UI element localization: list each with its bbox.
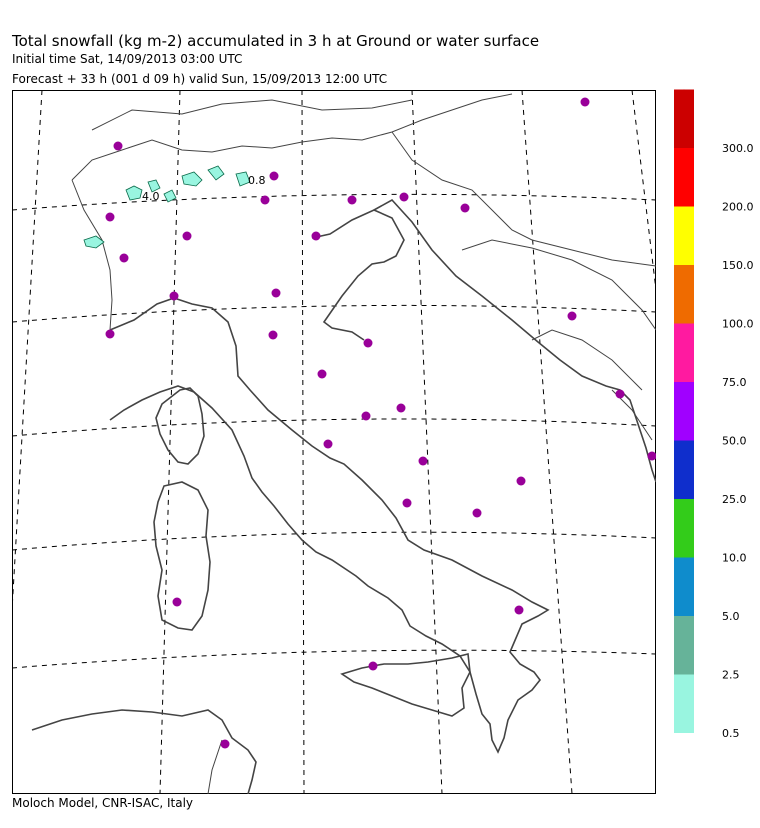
station-dot bbox=[473, 509, 482, 518]
station-dot bbox=[312, 232, 321, 241]
station-dot bbox=[114, 142, 123, 151]
legend-level-label: 50.0 bbox=[722, 434, 747, 448]
station-dot bbox=[324, 440, 333, 449]
model-credit: Moloch Model, CNR-ISAC, Italy bbox=[12, 796, 194, 810]
station-dot bbox=[419, 457, 428, 466]
legend-swatch bbox=[674, 207, 694, 266]
station-dot bbox=[120, 254, 129, 263]
station-dot bbox=[272, 289, 281, 298]
station-dot bbox=[397, 404, 406, 413]
color-legend bbox=[660, 85, 760, 745]
station-dot bbox=[318, 370, 327, 379]
station-dot bbox=[364, 339, 373, 348]
initial-time-label: Initial time Sat, 14/09/2013 03:00 UTC bbox=[12, 52, 243, 66]
station-dot bbox=[269, 331, 278, 340]
legend-swatch bbox=[674, 90, 694, 149]
legend-level-label: 75.0 bbox=[722, 376, 747, 389]
map-frame bbox=[13, 91, 656, 794]
snow-value-label: 0.8 bbox=[248, 174, 266, 187]
legend-level-label: 200.0 bbox=[722, 200, 754, 214]
legend-level-label: 100.0 bbox=[722, 317, 754, 331]
legend-level-label: 300.0 bbox=[722, 142, 754, 155]
chart-title: Total snowfall (kg m-2) accumulated in 3 h at Ground or water surface bbox=[12, 32, 540, 50]
legend-level-label: 2.5 bbox=[722, 668, 740, 682]
snowfall-map bbox=[12, 90, 656, 794]
legend-swatch bbox=[674, 675, 694, 734]
legend-labels bbox=[722, 142, 754, 740]
station-dot bbox=[270, 172, 279, 181]
legend-level-label: 150.0 bbox=[722, 259, 754, 272]
legend-swatch bbox=[674, 324, 694, 383]
station-dot bbox=[517, 477, 526, 486]
station-dot bbox=[173, 598, 182, 607]
legend-level-label: 5.0 bbox=[722, 610, 740, 623]
station-dot bbox=[461, 204, 470, 213]
legend-swatch bbox=[674, 265, 694, 324]
legend-swatch bbox=[674, 616, 694, 675]
station-dot bbox=[170, 292, 179, 301]
station-dot bbox=[348, 196, 357, 205]
legend-level-label: 25.0 bbox=[722, 493, 747, 506]
legend-swatch bbox=[674, 148, 694, 207]
legend-swatch bbox=[674, 441, 694, 500]
station-dot bbox=[106, 330, 115, 339]
legend-level-label: 0.5 bbox=[722, 727, 740, 740]
station-dot bbox=[515, 606, 524, 615]
station-dot bbox=[616, 390, 625, 399]
station-dot bbox=[369, 662, 378, 671]
station-dot bbox=[400, 193, 409, 202]
legend-level-label: 10.0 bbox=[722, 551, 747, 565]
forecast-label: Forecast + 33 h (001 d 09 h) valid Sun, 15/09/2013 12:00 UTC bbox=[12, 72, 388, 86]
station-dot bbox=[221, 740, 230, 749]
station-dot bbox=[568, 312, 577, 321]
legend-color-boxes bbox=[674, 90, 694, 734]
legend-swatch bbox=[674, 499, 694, 558]
legend-swatch bbox=[674, 382, 694, 441]
station-dot bbox=[362, 412, 371, 421]
station-dot bbox=[261, 196, 270, 205]
station-dot bbox=[581, 98, 590, 107]
station-dot bbox=[183, 232, 192, 241]
legend-swatch bbox=[674, 558, 694, 617]
snow-value-label: 4.0 bbox=[142, 190, 160, 203]
station-dot bbox=[106, 213, 115, 222]
station-dot bbox=[403, 499, 412, 508]
